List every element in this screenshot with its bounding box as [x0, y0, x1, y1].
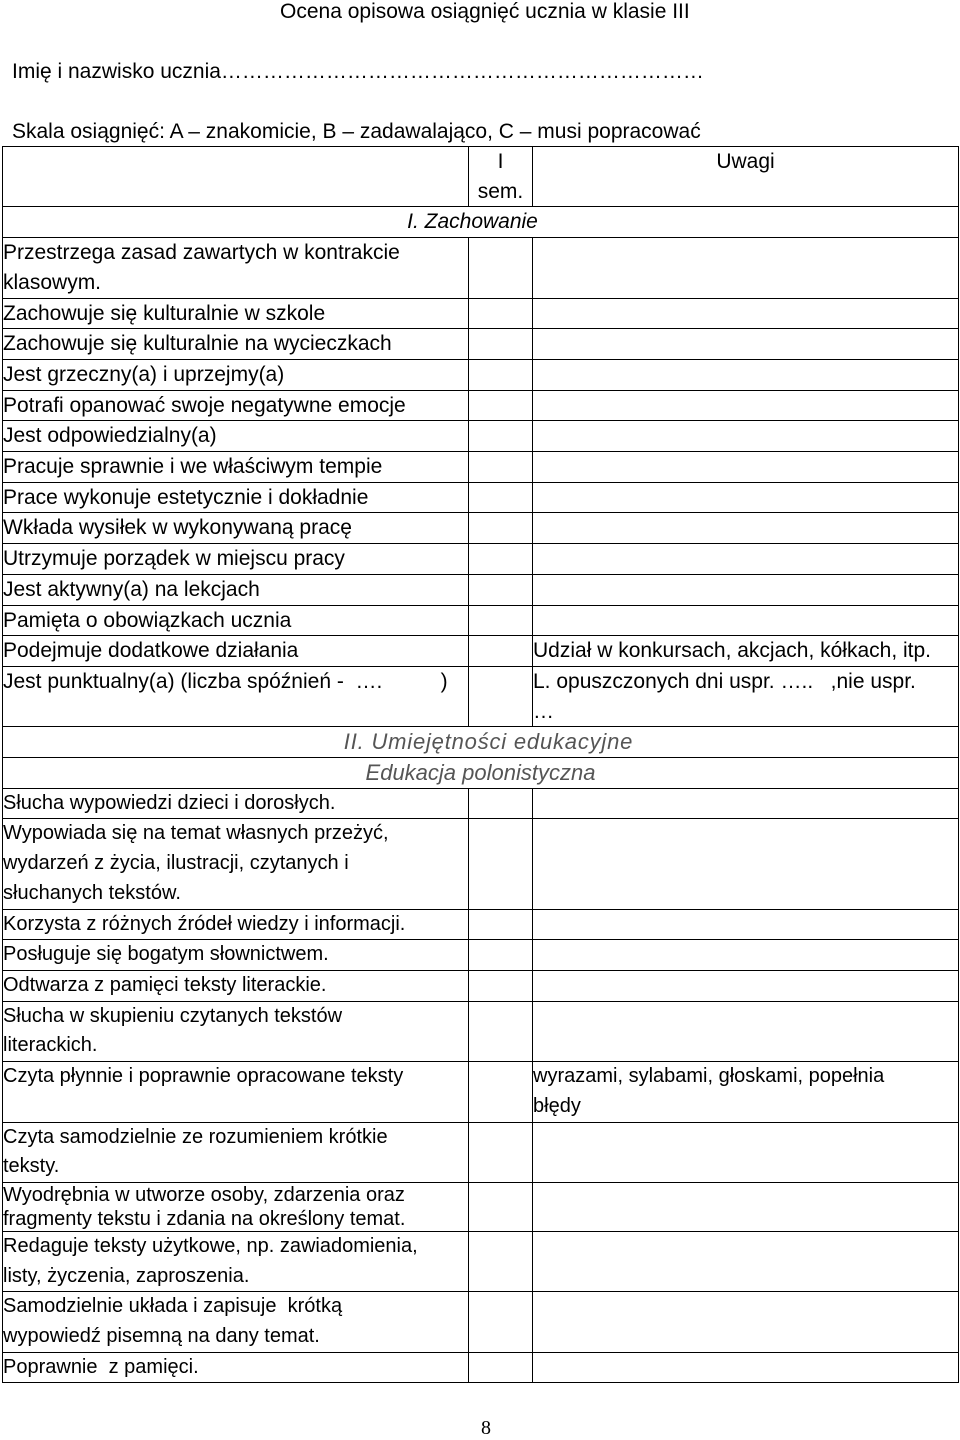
remarks-cell: [533, 1352, 959, 1383]
skills-row: [3, 940, 959, 971]
remarks-cell: [533, 909, 959, 940]
criterion-text: Korzysta z różnych źródeł wiedzy i informacji.: [3, 909, 469, 940]
grade-cell: [469, 421, 533, 452]
criterion-text: Przestrzega zasad zawartych w kontrakcie klasowym.: [3, 238, 469, 298]
grade-cell: [469, 574, 533, 605]
remarks-cell: [533, 574, 959, 605]
section-heading-row: [3, 727, 959, 758]
remarks-cell: [533, 788, 959, 819]
behavior-row: [3, 574, 959, 605]
criterion-text: Słucha w skupieniu czytanych tekstów literackich.: [3, 1001, 469, 1061]
remarks-cell: wyrazami, sylabami, głoskami, popełnia błędy: [533, 1062, 959, 1122]
remarks-cell: [533, 940, 959, 971]
remarks-cell: [533, 390, 959, 421]
remarks-cell: [533, 482, 959, 513]
remarks-cell: [533, 359, 959, 390]
behavior-row: [3, 636, 959, 667]
remarks-cell: [533, 1182, 959, 1231]
grade-cell: [469, 1001, 533, 1061]
remarks-cell: [533, 238, 959, 298]
criterion-text: Czyta samodzielnie ze rozumieniem krótkie teksty.: [3, 1122, 469, 1182]
skills-row: [3, 1231, 959, 1291]
criterion-text: Wypowiada się na temat własnych przeżyć, wydarzeń z życia, ilustracji, czytanych i słuchanych tekstów.: [3, 819, 469, 909]
grade-cell: [469, 819, 533, 909]
remarks-cell: Udział w konkursach, akcjach, kółkach, itp.: [533, 636, 959, 667]
criterion-text: Pracuje sprawnie i we właściwym tempie: [3, 452, 469, 483]
behavior-row: [3, 513, 959, 544]
subject-heading: Edukacja polonistyczna: [3, 758, 959, 789]
remarks-cell: [533, 452, 959, 483]
section-heading-row: [3, 207, 959, 238]
student-name-line: Imię i nazwisko ucznia……………………………………………………………: [12, 60, 704, 83]
skills-row: [3, 1292, 959, 1352]
criterion-text: Jest grzeczny(a) i uprzejmy(a): [3, 359, 469, 390]
skills-row: [3, 1352, 959, 1383]
criterion-text: Słucha wypowiedzi dzieci i dorosłych.: [3, 788, 469, 819]
criterion-text: Wkłada wysiłek w wykonywaną pracę: [3, 513, 469, 544]
assessment-table: [2, 146, 959, 1383]
skills-heading: II. Umiejętności edukacyjne: [3, 727, 959, 758]
semester-header-cell: [469, 147, 533, 207]
behavior-row: [3, 666, 959, 726]
grade-cell: [469, 298, 533, 329]
skills-row: [3, 970, 959, 1001]
remarks-cell: L. opuszczonych dni uspr. ….. ,nie uspr. …: [533, 666, 959, 726]
remarks-cell: [533, 421, 959, 452]
grade-cell: [469, 605, 533, 636]
grade-cell: [469, 666, 533, 726]
criterion-text: Pamięta o obowiązkach ucznia: [3, 605, 469, 636]
behavior-row: [3, 421, 959, 452]
behavior-row: [3, 482, 959, 513]
grade-cell: [469, 1292, 533, 1352]
criterion-text: Redaguje teksty użytkowe, np. zawiadomienia, listy, życzenia, zaproszenia.: [3, 1231, 469, 1291]
behavior-row: [3, 605, 959, 636]
subject-heading-row: [3, 758, 959, 789]
behavior-row: [3, 238, 959, 298]
remarks-cell: [533, 329, 959, 360]
grade-cell: [469, 1122, 533, 1182]
criterion-text: Utrzymuje porządek w miejscu pracy: [3, 544, 469, 575]
semester-header-label: I sem.: [477, 150, 524, 203]
criterion-text: Zachowuje się kulturalnie na wycieczkach: [3, 329, 469, 360]
skills-row: [3, 788, 959, 819]
remarks-header-label: Uwagi: [533, 147, 959, 207]
criterion-text: Czyta płynnie i poprawnie opracowane teksty: [3, 1062, 469, 1122]
criterion-text: Zachowuje się kulturalnie w szkole: [3, 298, 469, 329]
skills-row: [3, 1062, 959, 1122]
document-title: Ocena opisowa osiągnięć ucznia w klasie III: [280, 0, 690, 23]
grade-cell: [469, 452, 533, 483]
criterion-text: Jest aktywny(a) na lekcjach: [3, 574, 469, 605]
grade-cell: [469, 390, 533, 421]
criterion-text: Jest odpowiedzialny(a): [3, 421, 469, 452]
grade-cell: [469, 1231, 533, 1291]
behavior-row: [3, 544, 959, 575]
grade-cell: [469, 238, 533, 298]
criterion-header-cell: [3, 147, 469, 207]
grade-cell: [469, 329, 533, 360]
skills-section: [3, 727, 959, 1383]
grade-cell: [469, 1062, 533, 1122]
remarks-cell: [533, 1231, 959, 1291]
grade-cell: [469, 788, 533, 819]
criterion-text: Podejmuje dodatkowe działania: [3, 636, 469, 667]
grade-cell: [469, 482, 533, 513]
criterion-text: Samodzielnie układa i zapisuje krótką wypowiedź pisemną na dany temat.: [3, 1292, 469, 1352]
grade-cell: [469, 359, 533, 390]
remarks-cell: [533, 819, 959, 909]
criterion-text: Odtwarza z pamięci teksty literackie.: [3, 970, 469, 1001]
remarks-cell: [533, 513, 959, 544]
grade-cell: [469, 940, 533, 971]
page-number: 8: [481, 1417, 491, 1439]
skills-row: [3, 819, 959, 909]
grade-cell: [469, 544, 533, 575]
header-row: [3, 147, 959, 207]
grade-cell: [469, 636, 533, 667]
behavior-heading: I. Zachowanie: [3, 207, 959, 238]
behavior-row: [3, 452, 959, 483]
skills-row: [3, 1122, 959, 1182]
remarks-cell: [533, 970, 959, 1001]
criterion-text: Potrafi opanować swoje negatywne emocje: [3, 390, 469, 421]
behavior-row: [3, 359, 959, 390]
behavior-section: [3, 147, 959, 727]
grade-cell: [469, 513, 533, 544]
grade-cell: [469, 909, 533, 940]
remarks-cell: [533, 1292, 959, 1352]
grade-cell: [469, 1352, 533, 1383]
criterion-text: Prace wykonuje estetycznie i dokładnie: [3, 482, 469, 513]
remarks-cell: [533, 605, 959, 636]
skills-row: [3, 1001, 959, 1061]
behavior-row: [3, 329, 959, 360]
grading-scale: Skala osiągnięć: A – znakomicie, B – zadawalająco, C – musi popracować: [12, 120, 701, 143]
behavior-row: [3, 298, 959, 329]
remarks-cell: [533, 544, 959, 575]
remarks-cell: [533, 1001, 959, 1061]
grade-cell: [469, 970, 533, 1001]
skills-row: [3, 909, 959, 940]
remarks-cell: [533, 1122, 959, 1182]
behavior-row: [3, 390, 959, 421]
skills-row: [3, 1182, 959, 1231]
criterion-text: Jest punktualny(a) (liczba spóźnień - …. ): [3, 666, 469, 726]
criterion-text: Posługuje się bogatym słownictwem.: [3, 940, 469, 971]
remarks-cell: [533, 298, 959, 329]
criterion-text: Poprawnie z pamięci.: [3, 1352, 469, 1383]
grade-cell: [469, 1182, 533, 1231]
criterion-text: Wyodrębnia w utworze osoby, zdarzenia oraz fragmenty tekstu i zdania na określony temat.: [3, 1182, 469, 1231]
